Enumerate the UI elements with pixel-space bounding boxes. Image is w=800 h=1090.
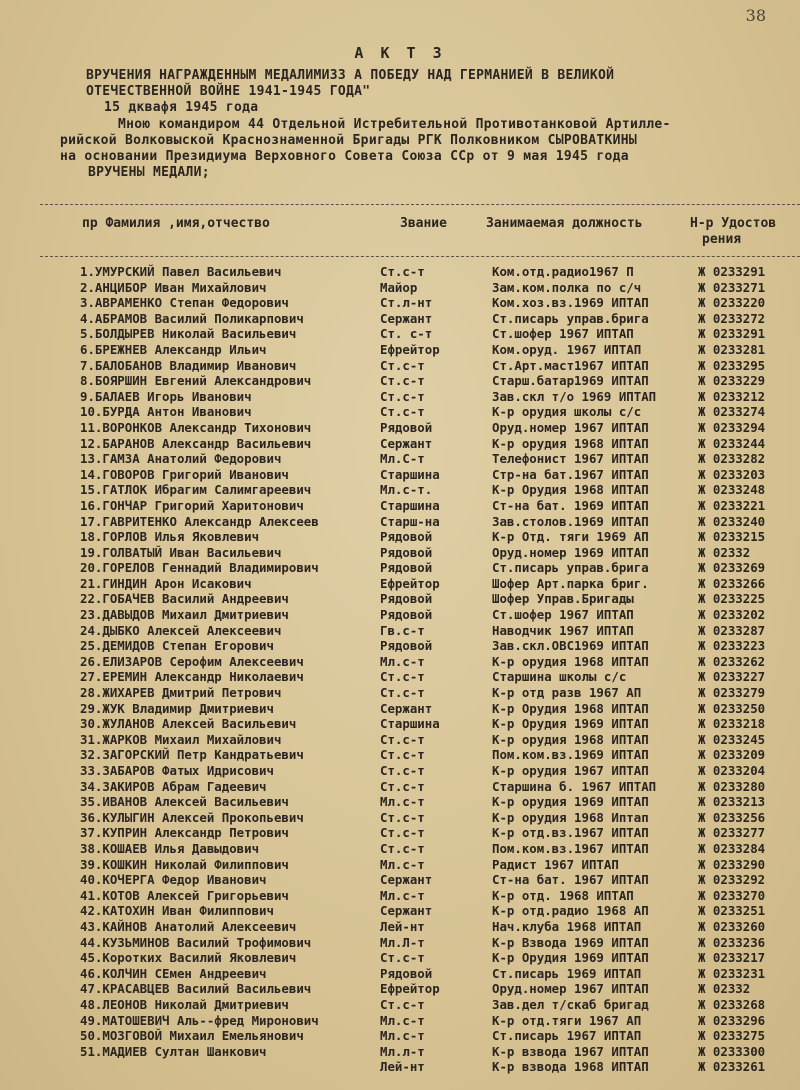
table-row [0,654,800,670]
row-name: 2.АНЦИБОР Иван Михайлович [80,279,267,295]
table-row [0,607,800,623]
row-name: 26.ЕЛИЗАРОВ Серофим Алексеевич [80,653,304,669]
row-rank: Ефрейтор [380,981,440,997]
row-name: 6.БРЕЖНЕВ Александр Ильич [80,341,267,357]
row-position: Зам.ком.полка по с/ч [492,279,642,295]
row-certificate: Ж 0233277 [698,825,766,841]
table-row [0,280,800,296]
row-certificate: Ж 0233202 [698,607,766,623]
row-position: К-р взвода 1968 ИПТАП [492,1059,649,1075]
row-rank: Ст.с-т [380,373,425,389]
row-position: К-р отд разв 1967 АП [492,685,642,701]
table-row [0,560,800,576]
row-position: Нач.клуба 1968 ИПТАП [492,918,642,934]
table-row [0,825,800,841]
row-position: Зав.дел т/скаб бригад [492,996,649,1012]
row-name: 43.КАЙНОВ Анатолий Алексеевич [80,918,297,934]
row-rank: Ефрейтор [380,341,440,357]
row-rank: Ст.с-т [380,825,425,841]
header-name: пр Фамилия ,имя,отчество [82,216,270,231]
row-certificate: Ж 0233270 [698,887,766,903]
row-name: 39.КОШКИН Николай Филиппович [80,856,289,872]
row-position: Ком.оруд. 1967 ИПТАП [492,341,642,357]
row-rank: Рядовой [380,560,433,576]
table-row [0,872,800,888]
row-name: 31.ЖАРКОВ Михаил Михайлович [80,731,282,747]
row-certificate: Ж 0233236 [698,934,766,950]
row-certificate: Ж 0233215 [698,529,766,545]
row-rank: Мл.с-т. [380,482,433,498]
row-certificate: Ж 0233269 [698,560,766,576]
row-position: К-р Взвода 1969 ИПТАП [492,934,649,950]
row-name: 8.БОЯРШИН Евгений Александрович [80,373,312,389]
row-position: К-р Орудия 1969 ИПТАП [492,716,649,732]
row-rank: Рядовой [380,591,433,607]
table-row [0,716,800,732]
row-name: 37.КУПРИН Александр Петрович [80,825,289,841]
row-name: 10.БУРДА Антон Иванович [80,404,252,420]
row-certificate: Ж 02332 [698,544,751,560]
row-certificate: Ж 0233221 [698,497,766,513]
row-position: Ст.писарь управ.брига [492,560,649,576]
act-text-line-1: Мною командиром 44 Отдельной Истребительной Противотанковой Артилле- [118,117,671,132]
row-rank: Рядовой [380,638,433,654]
row-certificate: Ж 0233248 [698,482,766,498]
table-row [0,779,800,795]
table-row [0,950,800,966]
row-position: К-р орудия 1968 Иптап [492,809,649,825]
row-rank: Мл.Л-т [380,934,425,950]
row-position: К-р орудия 1968 ИПТАП [492,731,649,747]
table-row [0,326,800,342]
row-position: К-р орудия 1968 ИПТАП [492,435,649,451]
row-name: 40.КОЧЕРГА Федор Иванович [80,872,267,888]
table-row [0,747,800,763]
row-name: 35.ИВАНОВ Алексей Васильевич [80,794,289,810]
row-rank: Ст.с-т [380,685,425,701]
row-position: Телефонист 1967 ИПТАП [492,451,649,467]
row-certificate: Ж 0233282 [698,451,766,467]
row-name: 15.ГАТЛОК Ибрагим Салимгареевич [80,482,312,498]
table-row [0,638,800,654]
row-rank: Сержант [380,903,433,919]
row-rank: Лей-нт [380,1059,425,1075]
act-subtitle-line-2: ОТЕЧЕСТВЕННОЙ ВОЙНЕ 1941-1945 ГОДА" [86,84,371,99]
row-certificate: Ж 0233287 [698,622,766,638]
row-position: Ст-на бат. 1969 ИПТАП [492,497,649,513]
row-position: Ст.шофер 1967 ИПТАП [492,607,634,623]
row-rank: Мл.с-т [380,887,425,903]
row-name: 30.ЖУЛАНОВ Алексей Васильевич [80,716,297,732]
row-certificate: Ж 0233220 [698,295,766,311]
row-position: Ст.писарь 1969 ИПТАП [492,965,642,981]
table-row [0,295,800,311]
table-row [0,1059,800,1075]
table-row [0,1028,800,1044]
row-certificate: Ж 0233261 [698,1059,766,1075]
row-certificate: Ж 0233291 [698,264,766,279]
row-certificate: Ж 0233268 [698,996,766,1012]
table-row [0,529,800,545]
row-rank: Лей-нт [380,918,425,934]
row-position: Радист 1967 ИПТАП [492,856,619,872]
row-name: 1.УМУРСКИЙ Павел Васильевич [80,264,282,279]
header-rank: Звание [400,216,447,231]
table-row [0,966,800,982]
row-rank: Ст.с-т [380,840,425,856]
row-rank: Ст.с-т [380,809,425,825]
page-number: 38 [745,6,766,25]
table-row [0,997,800,1013]
row-name: 36.КУЛЫГИН Алексей Прокопьевич [80,809,304,825]
row-name: 11.ВОРОНКОВ Александр Тихонович [80,419,312,435]
row-name: 34.ЗАКИРОВ Абрам Гадеевич [80,778,267,794]
row-position: Шофер Арт.парка бриг. [492,575,649,591]
row-certificate: Ж 0233245 [698,731,766,747]
table-row [0,1013,800,1029]
table-row [0,264,800,280]
table-row [0,1044,800,1060]
row-rank: Ст.с-т [380,731,425,747]
table-row [0,685,800,701]
row-certificate: Ж 0233271 [698,279,766,295]
row-rank: Ст.с-т [380,264,425,279]
row-name: 3.АВРАМЕНКО Степан Федорович [80,295,289,311]
row-name: 22.ГОБАЧЕВ Василий Андреевич [80,591,289,607]
row-certificate: Ж 0233294 [698,419,766,435]
row-rank: Мл.с-т [380,794,425,810]
row-certificate: Ж 0233279 [698,685,766,701]
row-position: К-р орудия 1968 ИПТАП [492,653,649,669]
row-certificate: Ж 0233244 [698,435,766,451]
table-row [0,404,800,420]
row-rank: Ст.л-нт [380,295,433,311]
row-name: 13.ГАМЗА Анатолий Федорович [80,451,282,467]
row-rank: Ст.с-т [380,778,425,794]
row-rank: Мл.с-т [380,1028,425,1044]
row-name: 23.ДАВЫДОВ Михаил Дмитриевич [80,607,289,623]
row-position: К-р взвода 1967 ИПТАП [492,1043,649,1059]
row-rank: Мл.с-т [380,856,425,872]
table-row [0,810,800,826]
row-name: 7.БАЛОБАНОВ Владимир Иванович [80,357,297,373]
table-row [0,857,800,873]
table-row [0,498,800,514]
row-position: К-р Отд. тяги 1969 АП [492,529,649,545]
row-certificate: Ж 0233231 [698,965,766,981]
row-certificate: Ж 0233281 [698,341,766,357]
row-certificate: Ж 0233213 [698,794,766,810]
row-rank: Рядовой [380,419,433,435]
row-rank: Рядовой [380,544,433,560]
row-position: К-р отд.тяги 1967 АП [492,1012,642,1028]
row-certificate: Ж 0233292 [698,872,766,888]
header-position: Занимаемая должность [486,216,643,231]
row-position: Старшина школы с/с [492,669,627,685]
row-position: Зав.скл.ОВС1969 ИПТАП [492,638,649,654]
row-name: 24.ДЫБКО Алексей Алексеевич [80,622,282,638]
row-position: К-р орудия 1969 ИПТАП [492,794,649,810]
row-certificate: Ж 0233295 [698,357,766,373]
row-rank: Старш-на [380,513,440,529]
table-row [0,514,800,530]
row-position: К-р отд.радио 1968 АП [492,903,649,919]
table-row [0,888,800,904]
row-position: К-р Орудия 1968 ИПТАП [492,700,649,716]
row-position: Пом.ком.вз.1967 ИПТАП [492,840,649,856]
row-name: 44.КУЗЬМИНОВ Василий Трофимович [80,934,312,950]
table-row [0,482,800,498]
row-position: Ком.хоз.вз.1969 ИПТАП [492,295,649,311]
row-name: 4.АБРАМОВ Василий Поликарпович [80,310,304,326]
row-certificate: Ж 0233229 [698,373,766,389]
row-name: 29.ЖУК Владимир Дмитриевич [80,700,274,716]
table-row [0,576,800,592]
row-position: Ст.писарь управ.брига [492,310,649,326]
act-text-line-3: на основании Президиума Верховного Совета Союза ССр от 9 мая 1945 года [60,149,629,164]
row-rank: Рядовой [380,965,433,981]
row-name: 41.КОТОВ Алексей Григорьевич [80,887,289,903]
table-row [0,342,800,358]
table-row [0,623,800,639]
row-rank: Ст.с-т [380,669,425,685]
row-rank: Мл.с-т [380,653,425,669]
row-name: 38.КОШАЕВ Илья Давыдович [80,840,260,856]
row-name: 51.МАДИЕВ Султан Шанкович [80,1043,267,1059]
row-certificate: Ж 0233212 [698,388,766,404]
row-certificate: Ж 0233296 [698,1012,766,1028]
row-certificate: Ж 0233225 [698,591,766,607]
header-certificate-line-2: рения [702,232,742,247]
row-position: Ст.писарь 1967 ИПТАП [492,1028,642,1044]
row-position: К-р отд. 1968 ИПТАП [492,887,634,903]
row-rank: Ст.с-т [380,357,425,373]
table-row [0,701,800,717]
row-name: 16.ГОНЧАР Григорий Харитонович [80,497,304,513]
row-position: Стр-на бат.1967 ИПТАП [492,466,649,482]
row-name: 18.ГОРЛОВ Илья Яковлевич [80,529,260,545]
row-rank: Сержант [380,435,433,451]
row-name: 47.КРАСАВЦЕВ Василий Васильевич [80,981,312,997]
row-certificate: Ж 0233290 [698,856,766,872]
row-name: 50.МОЗГОВОЙ Михаил Емельянович [80,1028,304,1044]
row-position: Старш.батар1969 ИПТАП [492,373,649,389]
act-text-line-4: ВРУЧЕНЫ МЕДАЛИ; [88,165,210,180]
row-name: 25.ДЕМИДОВ Степан Егорович [80,638,274,654]
row-position: К-р орудия школы с/с [492,404,642,420]
row-position: Оруд.номер 1967 ИПТАП [492,419,649,435]
row-position: К-р орудия 1967 ИПТАП [492,763,649,778]
row-name: 20.ГОРЕЛОВ Геннадий Владимирович [80,560,319,576]
row-certificate: Ж 0233251 [698,903,766,919]
table-row [0,919,800,935]
row-position: К-р отд.вз.1967 ИПТАП [492,825,649,841]
table-row [0,389,800,405]
table-row [0,311,800,327]
row-rank: Мл.л-т [380,1043,425,1059]
row-name: 19.ГОЛВАТЫЙ Иван Васильевич [80,544,282,560]
row-name: 12.БАРАНОВ Александр Васильевич [80,435,312,451]
row-certificate: Ж 0233284 [698,840,766,856]
row-rank: Ст.с-т [380,747,425,763]
table-row [0,420,800,436]
row-rank: Сержант [380,872,433,888]
act-date: 15 дквафя 1945 года [104,100,259,115]
row-rank: Рядовой [380,529,433,545]
table-row [0,591,800,607]
row-position: Ком.отд.радио1967 П [492,264,634,279]
row-position: Зав.скл т/о 1969 ИПТАП [492,388,657,404]
table-row [0,981,800,997]
table-header-rule [40,256,800,257]
row-position: Ст-на бат. 1967 ИПТАП [492,872,649,888]
row-certificate: Ж 0233227 [698,669,766,685]
row-position: Оруд.номер 1969 ИПТАП [492,544,649,560]
row-name: 5.БОЛДЫРЕВ Николай Васильевич [80,326,297,342]
row-name: 14.ГОВОРОВ Григорий Иванович [80,466,289,482]
row-certificate: Ж 0233223 [698,638,766,654]
table-body [0,264,800,1075]
row-certificate: Ж 0233275 [698,1028,766,1044]
table-row [0,669,800,685]
row-name: 32.ЗАГОРСКИЙ Петр Кандратьевич [80,747,304,763]
row-certificate: Ж 0233266 [698,575,766,591]
row-name: 27.ЕРЕМИН Александр Николаевич [80,669,304,685]
row-name: 17.ГАВРИТЕНКО Александр Алексеев [80,513,319,529]
act-text-line-2: рийской Волковыской Краснознаменной Бригады РГК Полковником СЫРОВАТКИНЫ [60,133,637,148]
row-rank: Ст. с-т [380,326,433,342]
header-certificate-line-1: Н-р Удостов [690,216,777,231]
table-row [0,841,800,857]
row-name: 28.ЖИХАРЕВ Дмитрий Петрович [80,685,282,701]
row-position: Наводчик 1967 ИПТАП [492,622,634,638]
row-position: Старшина б. 1967 ИПТАП [492,778,657,794]
row-rank: Ст.с-т [380,763,425,778]
row-certificate: Ж 0233272 [698,310,766,326]
table-row [0,903,800,919]
row-rank: Сержант [380,700,433,716]
row-rank: Рядовой [380,607,433,623]
row-certificate: Ж 0233256 [698,809,766,825]
row-certificate: Ж 0233217 [698,950,766,966]
row-certificate: Ж 0233274 [698,404,766,420]
row-name: 33.ЗАБАРОВ Фатых Идрисович [80,763,274,778]
row-certificate: Ж 0233300 [698,1043,766,1059]
table-row [0,451,800,467]
row-certificate: Ж 0233209 [698,747,766,763]
row-rank: Мл.с-т [380,1012,425,1028]
row-position: Шофер Управ.Бригады [492,591,634,607]
row-position: К-р Орудия 1968 ИПТАП [492,482,649,498]
row-rank: Ефрейтор [380,575,440,591]
row-name: 46.КОЛЧИН СЕмен Андреевич [80,965,267,981]
row-rank: Старшина [380,497,440,513]
row-certificate: Ж 0233203 [698,466,766,482]
row-rank: Майор [380,279,418,295]
row-rank: Старшина [380,716,440,732]
table-row [0,467,800,483]
header-certificate [690,216,776,248]
row-certificate: Ж 0233218 [698,716,766,732]
row-name: 9.БАЛАЕВ Игорь Иванович [80,388,252,404]
row-name: 49.МАТОШЕВИЧ Аль--фред Миронович [80,1012,319,1028]
table-row [0,935,800,951]
row-certificate: Ж 0233240 [698,513,766,529]
row-certificate: Ж 0233204 [698,763,766,778]
row-certificate: Ж 0233262 [698,653,766,669]
row-rank: Мл.С-т [380,451,425,467]
table-row [0,732,800,748]
row-certificate: Ж 02332 [698,981,751,997]
table-row [0,763,800,779]
table-row [0,794,800,810]
row-name: 45.Коротких Василий Яковлевич [80,950,297,966]
row-rank: Старшина [380,466,440,482]
row-certificate: Ж 0233260 [698,918,766,934]
row-name: 42.КАТОХИН Иван Филиппович [80,903,274,919]
row-position: Зав.столов.1969 ИПТАП [492,513,649,529]
row-name: 21.ГИНДИН Арон Исакович [80,575,252,591]
row-certificate: Ж 0233291 [698,326,766,342]
table-row [0,358,800,374]
row-name: 48.ЛЕОНОВ Николай Дмитриевич [80,996,289,1012]
row-rank: Гв.с-т [380,622,425,638]
row-rank: Ст.с-т [380,950,425,966]
row-position: Ст.шофер 1967 ИПТАП [492,326,634,342]
row-rank: Сержант [380,310,433,326]
row-certificate: Ж 0233280 [698,778,766,794]
table-row [0,545,800,561]
row-rank: Ст.с-т [380,404,425,420]
table-row [0,436,800,452]
row-position: К-р Орудия 1969 ИПТАП [492,950,649,966]
row-position: Ст.Арт.маст1967 ИПТАП [492,357,649,373]
row-rank: Ст.с-т [380,996,425,1012]
act-subtitle-line-1: ВРУЧЕНИЯ НАГРАЖДЕННЫМ МЕДАЛИМИЗЗ А ПОБЕДУ НАД ГЕРМАНИЕЙ В ВЕЛИКОЙ [86,68,615,83]
row-certificate: Ж 0233250 [698,700,766,716]
act-title: А К Т 3 [354,44,446,62]
table-row [0,373,800,389]
row-rank: Ст.с-т [380,388,425,404]
row-position: Пом.ком.вз.1969 ИПТАП [492,747,649,763]
table-top-rule [40,204,800,205]
row-position: Оруд.номер 1967 ИПТАП [492,981,649,997]
